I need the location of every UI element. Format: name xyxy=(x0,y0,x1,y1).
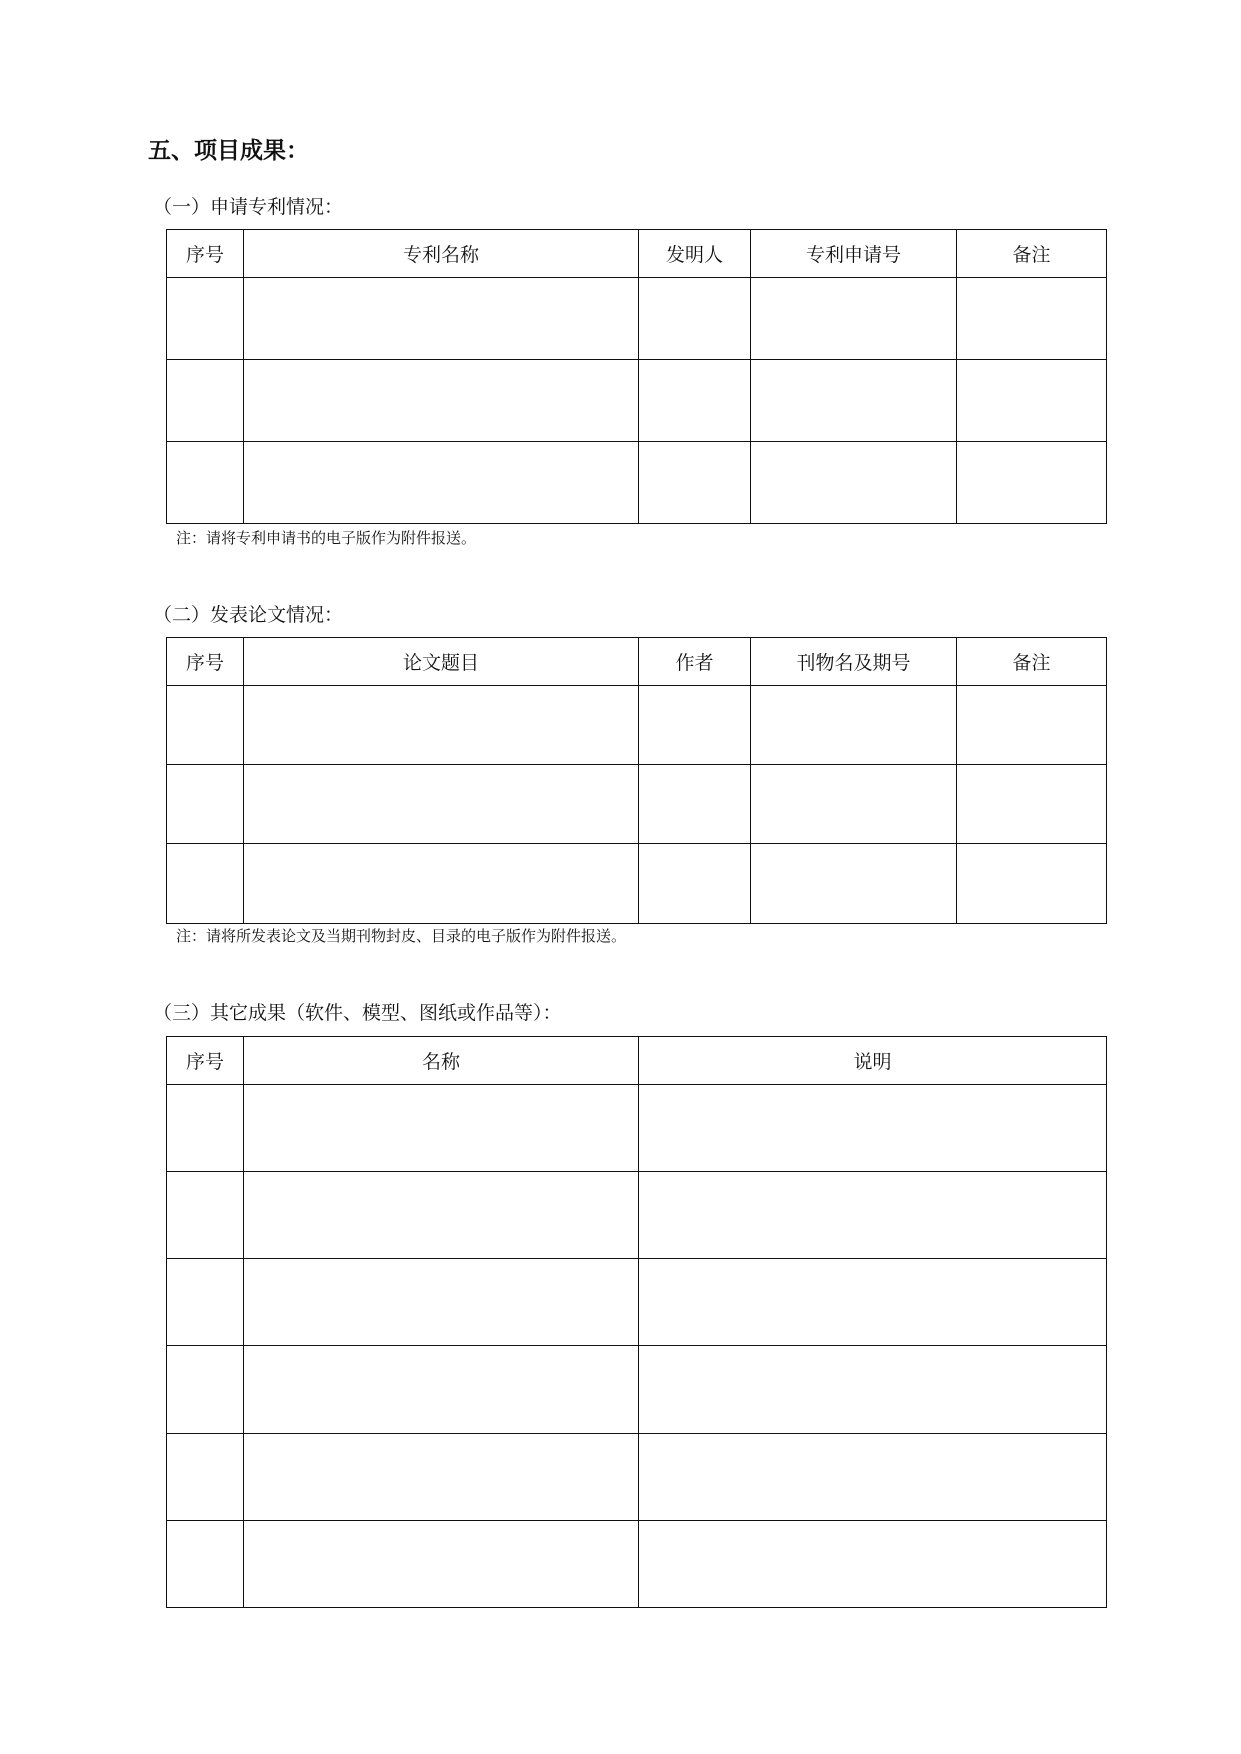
table-row xyxy=(167,1259,1107,1346)
cell[interactable] xyxy=(639,1085,1107,1172)
cell[interactable] xyxy=(244,686,639,765)
cell[interactable] xyxy=(244,1085,639,1172)
header-cell: 序号 xyxy=(167,230,244,278)
header-cell: 备注 xyxy=(957,638,1107,686)
papers-title: （二）发表论文情况： xyxy=(153,604,344,626)
header-cell: 专利申请号 xyxy=(751,230,957,278)
header-cell: 名称 xyxy=(244,1037,639,1085)
table-header-row xyxy=(167,638,1107,686)
table-row xyxy=(167,442,1107,524)
table-row xyxy=(167,1434,1107,1521)
table-row xyxy=(167,1346,1107,1434)
cell[interactable] xyxy=(957,765,1107,844)
papers-table xyxy=(166,637,1107,924)
cell[interactable] xyxy=(751,844,957,924)
cell[interactable] xyxy=(244,278,639,360)
cell[interactable] xyxy=(639,686,751,765)
table-row xyxy=(167,765,1107,844)
cell[interactable] xyxy=(244,360,639,442)
cell[interactable] xyxy=(244,442,639,524)
cell[interactable] xyxy=(167,442,244,524)
cell[interactable] xyxy=(639,1434,1107,1521)
section-title: 五、项目成果： xyxy=(148,137,309,164)
papers-note: 注：请将所发表论文及当期刊物封皮、目录的电子版作为附件报送。 xyxy=(176,927,627,945)
table-header-row xyxy=(167,230,1107,278)
cell[interactable] xyxy=(244,1521,639,1608)
patents-table xyxy=(166,229,1107,524)
cell[interactable] xyxy=(167,765,244,844)
cell[interactable] xyxy=(167,1085,244,1172)
cell[interactable] xyxy=(751,278,957,360)
cell[interactable] xyxy=(639,1346,1107,1434)
cell[interactable] xyxy=(639,765,751,844)
cell[interactable] xyxy=(167,686,244,765)
patents-title: （一）申请专利情况： xyxy=(153,196,344,218)
cell[interactable] xyxy=(244,1172,639,1259)
cell[interactable] xyxy=(639,1259,1107,1346)
cell[interactable] xyxy=(639,1521,1107,1608)
table-row xyxy=(167,1521,1107,1608)
cell[interactable] xyxy=(244,1434,639,1521)
cell[interactable] xyxy=(751,442,957,524)
header-cell: 备注 xyxy=(957,230,1107,278)
cell[interactable] xyxy=(639,360,751,442)
cell[interactable] xyxy=(957,360,1107,442)
cell[interactable] xyxy=(167,360,244,442)
header-cell: 序号 xyxy=(167,1037,244,1085)
header-cell: 说明 xyxy=(639,1037,1107,1085)
cell[interactable] xyxy=(244,1346,639,1434)
cell[interactable] xyxy=(167,1172,244,1259)
cell[interactable] xyxy=(957,844,1107,924)
table-header-row xyxy=(167,1037,1107,1085)
header-cell: 发明人 xyxy=(639,230,751,278)
cell[interactable] xyxy=(167,1434,244,1521)
cell[interactable] xyxy=(751,686,957,765)
cell[interactable] xyxy=(639,278,751,360)
header-cell: 专利名称 xyxy=(244,230,639,278)
table-row xyxy=(167,686,1107,765)
others-title: （三）其它成果（软件、模型、图纸或作品等）： xyxy=(153,1002,562,1024)
cell[interactable] xyxy=(639,1172,1107,1259)
cell[interactable] xyxy=(244,765,639,844)
table-row xyxy=(167,360,1107,442)
header-cell: 序号 xyxy=(167,638,244,686)
table-row xyxy=(167,1085,1107,1172)
header-cell: 作者 xyxy=(639,638,751,686)
patents-note: 注：请将专利申请书的电子版作为附件报送。 xyxy=(176,529,477,547)
cell[interactable] xyxy=(167,278,244,360)
cell[interactable] xyxy=(167,1521,244,1608)
cell[interactable] xyxy=(639,442,751,524)
table-row xyxy=(167,844,1107,924)
cell[interactable] xyxy=(639,844,751,924)
header-cell: 刊物名及期号 xyxy=(751,638,957,686)
cell[interactable] xyxy=(167,844,244,924)
cell[interactable] xyxy=(244,844,639,924)
cell[interactable] xyxy=(244,1259,639,1346)
cell[interactable] xyxy=(957,686,1107,765)
cell[interactable] xyxy=(957,442,1107,524)
table-row xyxy=(167,1172,1107,1259)
cell[interactable] xyxy=(751,765,957,844)
cell[interactable] xyxy=(167,1259,244,1346)
others-table xyxy=(166,1036,1107,1608)
cell[interactable] xyxy=(751,360,957,442)
cell[interactable] xyxy=(167,1346,244,1434)
table-row xyxy=(167,278,1107,360)
header-cell: 论文题目 xyxy=(244,638,639,686)
cell[interactable] xyxy=(957,278,1107,360)
